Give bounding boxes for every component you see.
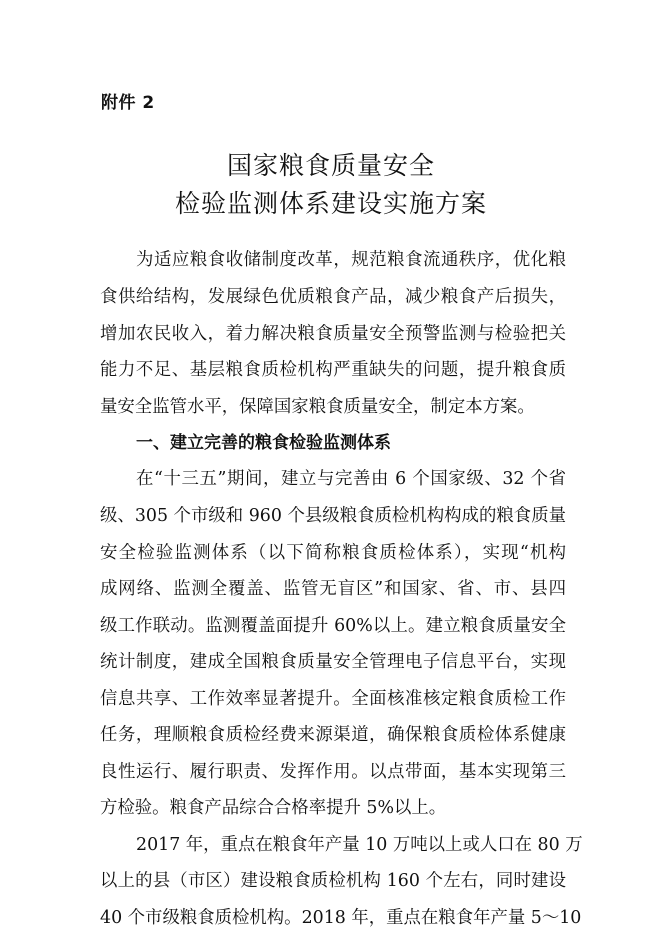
document-title-line-1: 国家粮食质量安全 [226,151,435,180]
document-title-line-2: 检验监测体系建设实施方案 [174,189,487,218]
section-heading: 一、建立完善的粮食检验监测体系 [136,433,391,453]
paragraph-2-line: 任务，理顺粮食质检经费来源渠道，确保粮食质检体系健康 [100,725,566,745]
paragraph-2-line: 统计制度，建成全国粮食质量安全管理电子信息平台，实现 [100,652,566,672]
paragraph-2-line: 安全检验监测体系（以下简称粮食质检体系），实现“机构 [100,543,566,563]
paragraph-3-line: 40 个市级粮食质检机构。2018 年，重点在粮食年产量 5～10 [100,908,582,928]
paragraph-2-line: 级工作联动。监测覆盖面提升 60%以上。建立粮食质量安全 [100,616,566,636]
paragraph-3-line: 以上的县（市区）建设粮食质检机构 160 个左右，同时建设 [100,871,566,891]
paragraph-2-line: 良性运行、履行职责、发挥作用。以点带面，基本实现第三 [100,762,566,782]
paragraph-1-line: 为适应粮食收储制度改革，规范粮食流通秩序，优化粮 [136,250,566,270]
paragraph-2-line: 级、305 个市级和 960 个县级粮食质检机构构成的粮食质量 [100,506,566,526]
paragraph-3-line: 2017 年，重点在粮食年产量 10 万吨以上或人口在 80 万 [136,835,583,855]
paragraph-1-line: 食供给结构，发展绿色优质粮食产品，减少粮食产后损失， [100,287,566,307]
paragraph-2-line: 成网络、监测全覆盖、监管无盲区”和国家、省、市、县四 [100,579,566,599]
paragraph-1-line: 量安全监管水平，保障国家粮食质量安全，制定本方案。 [100,397,535,417]
paragraph-2-line: 信息共享、工作效率显著提升。全面核准核定粮食质检工作 [100,689,566,709]
paragraph-2-line: 方检验。粮食产品综合合格率提升 5%以上。 [100,798,447,818]
paragraph-1-line: 增加农民收入，着力解决粮食质量安全预警监测与检验把关 [100,324,566,344]
paragraph-2-line: 在“十三五”期间，建立与完善由 6 个国家级、32 个省 [136,469,566,489]
attachment-label: 附件 2 [101,93,155,113]
paragraph-1-line: 能力不足、基层粮食质检机构严重缺失的问题，提升粮食质 [100,360,566,380]
